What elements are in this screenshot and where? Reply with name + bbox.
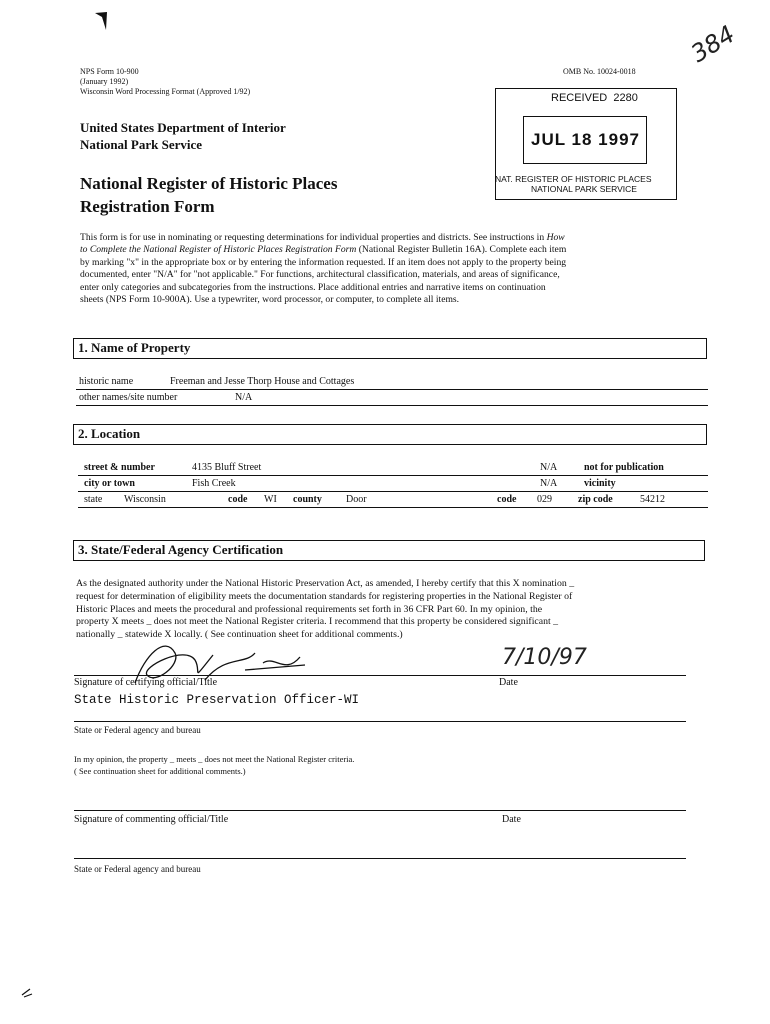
vicinity-value[interactable]: N/A xyxy=(540,478,558,489)
section2-header: 2. Location xyxy=(73,424,707,445)
section3-header: 3. State/Federal Agency Certification xyxy=(73,540,705,561)
county-code-label: code xyxy=(497,494,517,505)
form-title-line1: National Register of Historic Places xyxy=(80,174,338,193)
typed-title[interactable]: State Historic Preservation Officer-WI xyxy=(74,693,360,707)
format-note: Wisconsin Word Processing Format (Approved 1/92) xyxy=(80,87,251,96)
stamp-register-line1: NAT. REGISTER OF HISTORIC PLACES xyxy=(495,174,652,184)
state-value[interactable]: Wisconsin xyxy=(124,494,166,505)
section1-header: 1. Name of Property xyxy=(73,338,707,359)
street-label: street & number xyxy=(84,462,155,473)
historic-name-label: historic name xyxy=(79,376,134,387)
sig2-label: Signature of commenting official/Title xyxy=(74,814,229,825)
street-value[interactable]: 4135 Bluff Street xyxy=(192,462,262,473)
agency-label: State or Federal agency and bureau xyxy=(74,725,201,735)
state-label: state xyxy=(84,494,103,505)
opinion-text: In my opinion, the property _ meets _ does not meet the National Register criteria. ( See continuation sheet for additional comments.) xyxy=(74,754,355,776)
city-value[interactable]: Fish Creek xyxy=(192,478,236,489)
agency2-label: State or Federal agency and bureau xyxy=(74,864,201,874)
nfp-value[interactable]: N/A xyxy=(540,462,558,473)
other-names-label: other names/site number xyxy=(79,392,178,403)
zip-value[interactable]: 54212 xyxy=(640,494,665,505)
other-names-value[interactable]: N/A xyxy=(235,392,253,403)
stamp-register-line2: NATIONAL PARK SERVICE xyxy=(531,184,637,194)
vicinity-label: vicinity xyxy=(584,478,616,489)
zip-label: zip code xyxy=(578,494,613,505)
date2-label: Date xyxy=(502,814,521,825)
certification-text: As the designated authority under the National Historic Preservation Act, as amended, I hereby certify that this X nomination _ request for determination of eligibility meets the documentation standards for registering properties in the National Register of Historic Places and meets the procedural and professional requirements set forth in 36 CFR Part 60. In my opinion, the property X meets _ does not meet the National Register criteria. I recommend that this property be considered significant _ nationally _ statewide X locally. ( See continuation sheet for additional comments.) xyxy=(76,578,575,641)
scan-mark xyxy=(20,985,34,999)
corner-mark xyxy=(93,10,113,32)
agency-line1: United States Department of Interior xyxy=(80,120,286,135)
county-value[interactable]: Door xyxy=(346,494,367,505)
historic-name-value[interactable]: Freeman and Jesse Thorp House and Cottages xyxy=(170,376,355,387)
date-label: Date xyxy=(499,677,518,688)
county-code-value[interactable]: 029 xyxy=(537,494,552,505)
instructions: This form is for use in nominating or requesting determinations for individual properties and districts. See instructions in How to Complete the National Register of Historic Places Registration Form (National Register Bulletin 16A). Complete each item by marking "x" in the appropriate box or by entering the information requested. If an item does not apply to the property being documented, enter "N/A" for "not applicable." For functions, architectural classification, materials, and areas of significance, enter only categories and subcategories from the instructions. Place additional entries and narrative items on continuation sheets (NPS Form 10-900A). Use a typewriter, word processor, or computer, to complete all items. xyxy=(80,232,567,306)
stamp-received: RECEIVED 2280 xyxy=(551,92,638,104)
state-code-label: code xyxy=(228,494,248,505)
nfp-label: not for publication xyxy=(584,462,664,473)
county-label: county xyxy=(293,494,322,505)
form-date: (January 1992) xyxy=(80,77,129,86)
handwritten-date: 7/10/97 xyxy=(502,645,587,670)
handwritten-number: 384 xyxy=(686,19,740,69)
omb-number: OMB No. 10024-0018 xyxy=(563,67,636,76)
state-code-value[interactable]: WI xyxy=(264,494,277,505)
sig-label: Signature of certifying official/Title xyxy=(74,677,218,688)
stamp-date: JUL 18 1997 xyxy=(531,130,640,149)
agency-line2: National Park Service xyxy=(80,137,203,152)
form-number: NPS Form 10-900 xyxy=(80,67,139,76)
city-label: city or town xyxy=(84,478,135,489)
form-title-line2: Registration Form xyxy=(80,197,215,216)
received-stamp xyxy=(495,78,677,201)
